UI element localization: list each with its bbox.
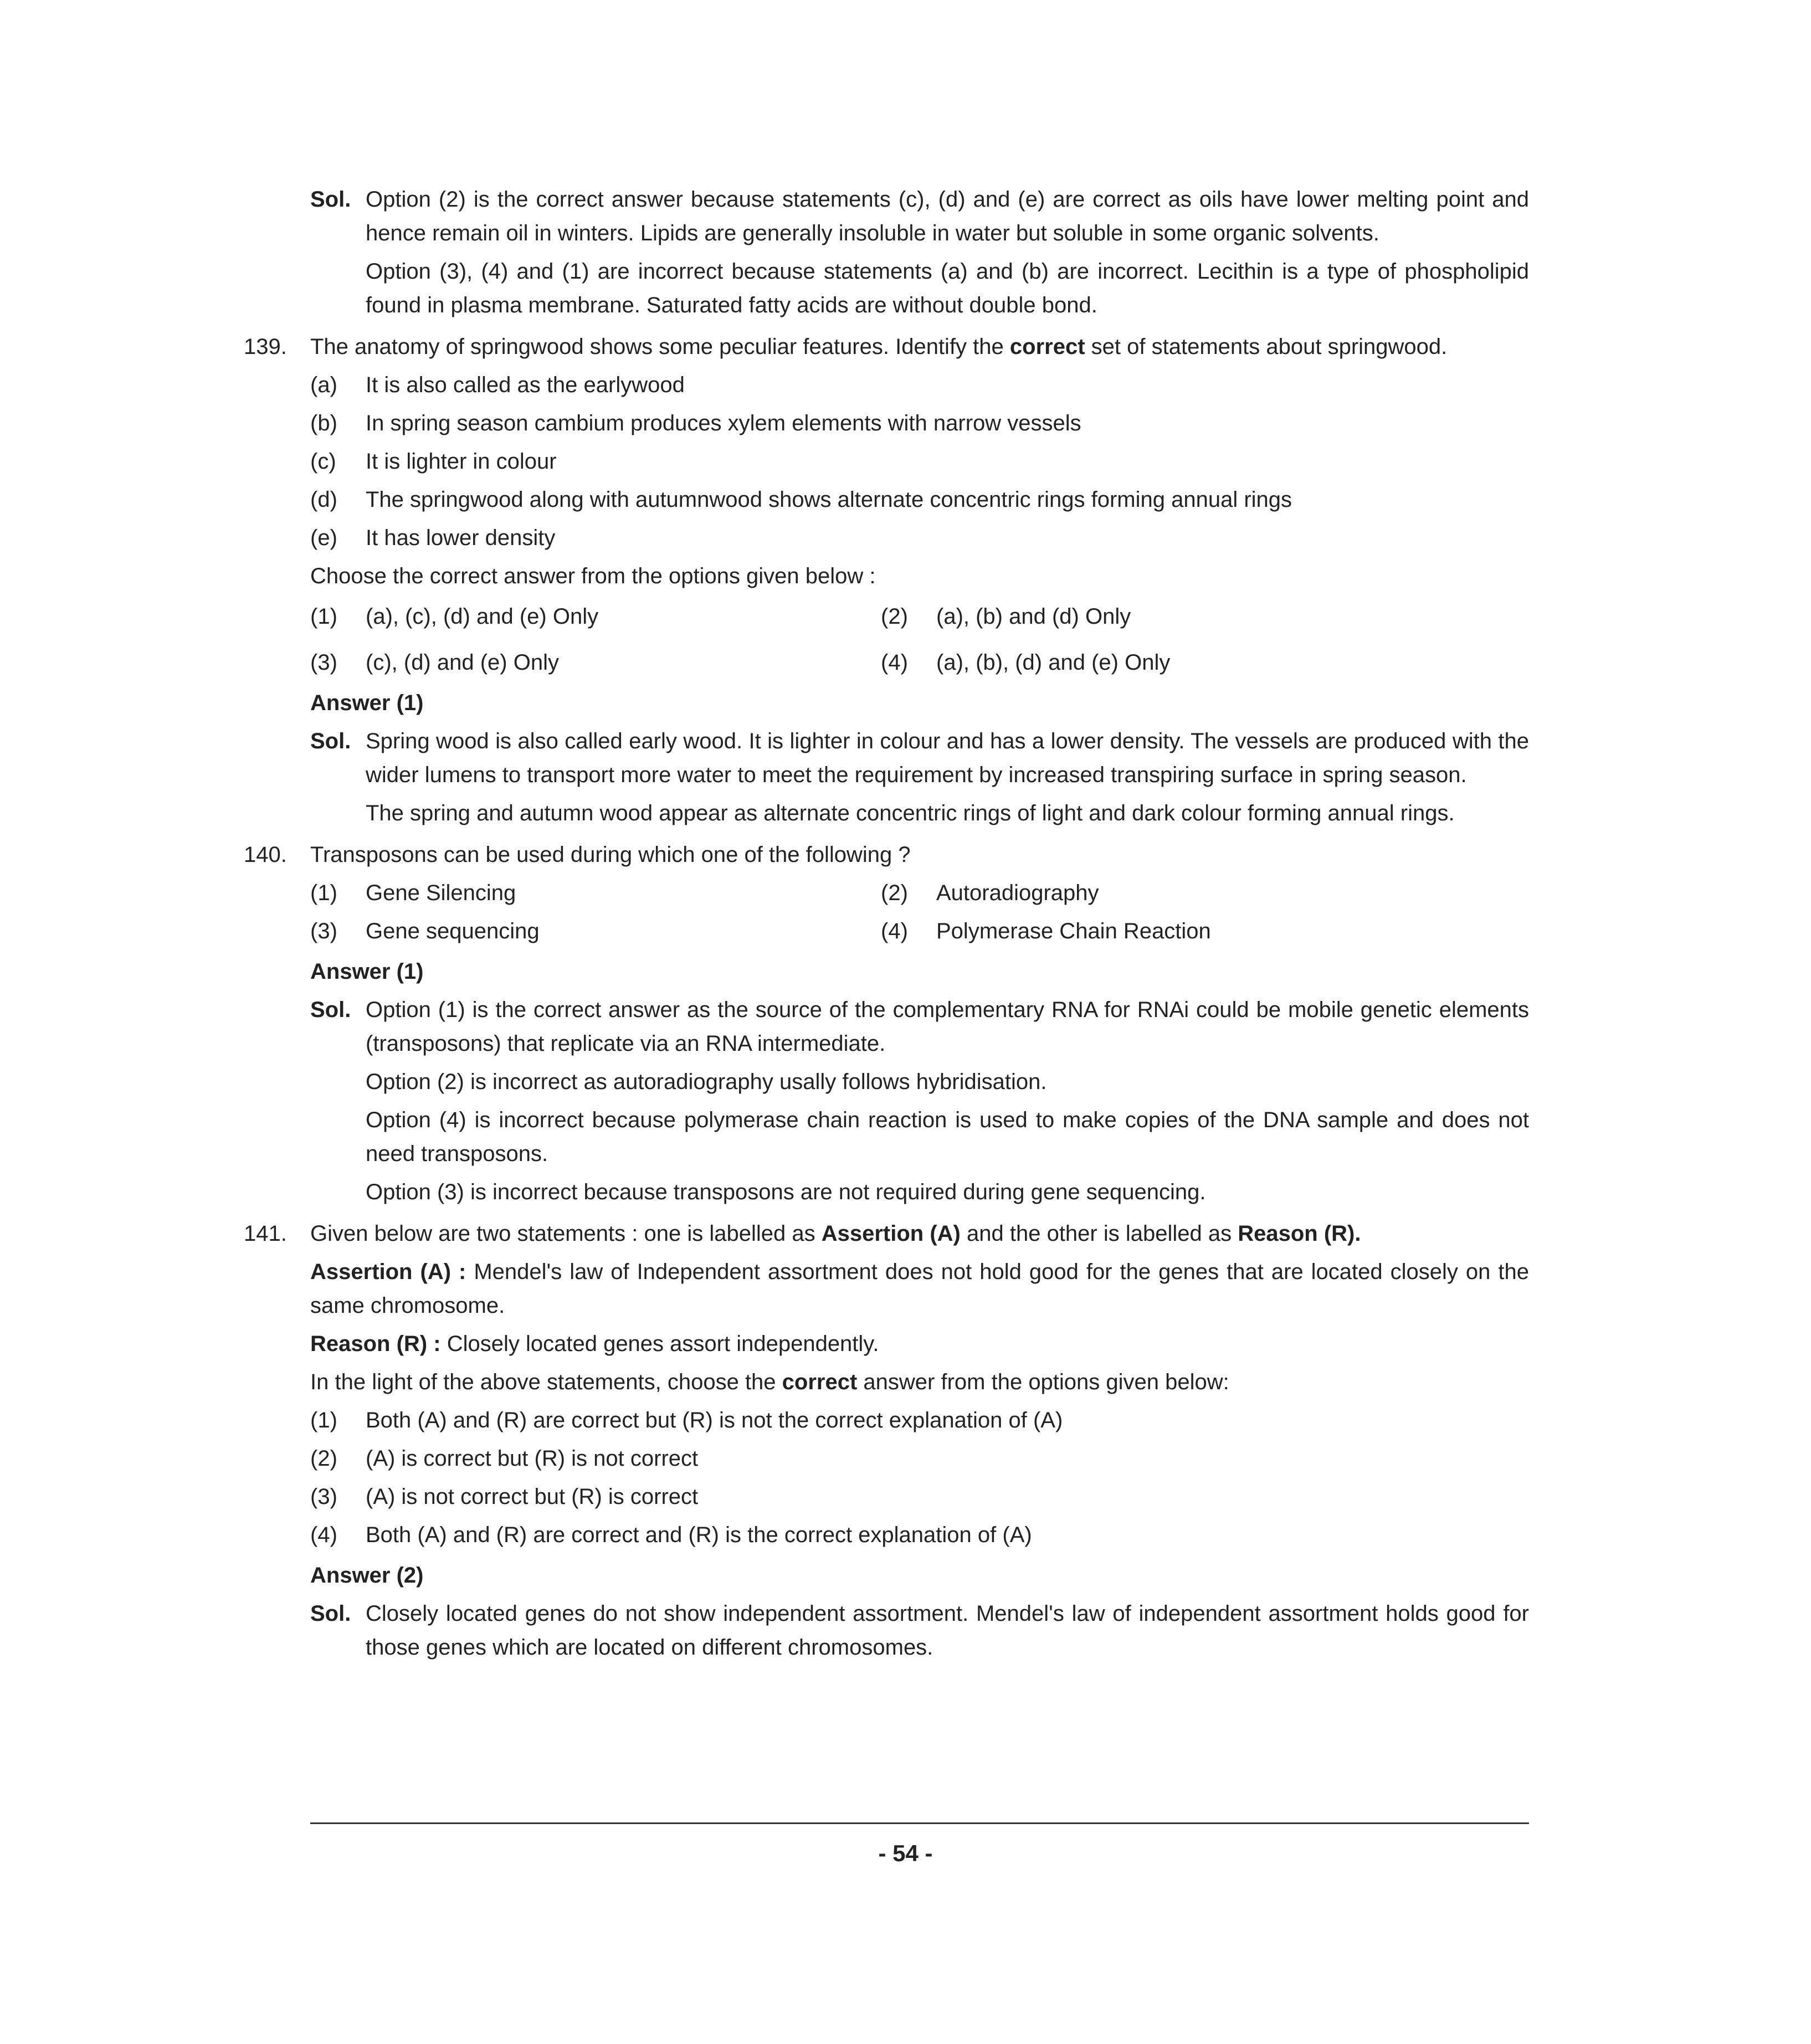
option-tag: (1): [310, 604, 337, 629]
stem-emphasis: correct: [1009, 335, 1085, 359]
option-text: (c), (d) and (e) Only: [366, 650, 559, 675]
solution-paragraph: Option (2) is incorrect as autoradiography usally follows hybridisation.: [366, 1070, 1047, 1094]
statement-item: [310, 368, 1529, 402]
option-tag: (3): [310, 1485, 337, 1509]
assertion-label: Assertion (A) :: [310, 1260, 466, 1284]
stem-text: Given below are two statements : one is labelled as: [310, 1221, 815, 1246]
reason-text: Closely located genes assort independently.: [447, 1332, 879, 1356]
option-text: Polymerase Chain Reaction: [936, 919, 1211, 943]
stem-text: The anatomy of springwood shows some peculiar features. Identify the: [310, 335, 1004, 359]
option-item: [310, 876, 881, 910]
statement-item: [310, 445, 1529, 479]
reason-label: Reason (R) :: [310, 1332, 441, 1356]
option-tag: (2): [881, 604, 908, 629]
option-text: (a), (b), (d) and (e) Only: [936, 650, 1171, 675]
choose-emphasis: correct: [782, 1370, 858, 1394]
solution-paragraph: Option (4) is incorrect because polymerase chain reaction is used to make copies of the DNA sample and does not need transposons.: [366, 1108, 1529, 1166]
option-item: [881, 876, 1451, 910]
solution-label: Sol.: [310, 998, 351, 1022]
solution-label: Sol.: [310, 729, 351, 753]
answer-label: Answer (2): [310, 1563, 424, 1588]
option-tag: (2): [881, 881, 908, 905]
solution-paragraph: The spring and autumn wood appear as alternate concentric rings of light and dark colour forming annual rings.: [366, 801, 1455, 825]
solution-label: Sol.: [310, 187, 351, 212]
option-item: [881, 915, 1451, 948]
option-item: [310, 1404, 1529, 1437]
statement-item: [310, 407, 1529, 440]
option-text: Gene sequencing: [366, 919, 540, 943]
page-number: - 54 -: [878, 1840, 933, 1866]
option-item: [310, 915, 881, 948]
option-item: [881, 600, 1451, 634]
stem-text: set of statements about springwood.: [1091, 335, 1448, 359]
statement-text: It is also called as the earlywood: [366, 373, 685, 397]
question-stem: [310, 330, 1529, 364]
statement-text: In spring season cambium produces xylem elements with narrow vessels: [366, 411, 1081, 435]
option-text: Gene Silencing: [366, 881, 516, 905]
solution-paragraph: Option (3) is incorrect because transposons are not required during gene sequencing.: [366, 1180, 1206, 1204]
statement-text: The springwood along with autumnwood shows alternate concentric rings forming annual rings: [366, 487, 1292, 512]
choose-instruction: [310, 1365, 1529, 1399]
statement-tag: (a): [310, 373, 337, 397]
answer-label: Answer (1): [310, 959, 424, 984]
solution-label: Sol.: [310, 1601, 351, 1626]
option-tag: (1): [310, 1408, 337, 1432]
option-item: [881, 646, 1451, 680]
solution-paragraph: Option (1) is the correct answer as the source of the complementary RNA for RNAi could be mobile genetic elements (transposons) that replicate via an RNA intermediate.: [366, 998, 1529, 1056]
option-text: (A) is not correct but (R) is correct: [366, 1485, 699, 1509]
option-text: Both (A) and (R) are correct but (R) is not the correct explanation of (A): [366, 1408, 1063, 1432]
solution: [310, 725, 1529, 830]
options-grid: [310, 600, 1529, 680]
option-text: (a), (b) and (d) Only: [936, 604, 1131, 629]
stem-text: and the other is labelled as: [967, 1221, 1232, 1246]
solution-paragraph: Spring wood is also called early wood. It is lighter in colour and has a lower density. The vessels are produced with the wider lumens to transport more water to meet the requirement by increased transpiring surface in spring season.: [366, 729, 1529, 787]
reason-statement: [310, 1327, 1529, 1361]
choose-text: answer from the options given below:: [863, 1370, 1229, 1394]
statement-item: [310, 483, 1529, 517]
question-number: 140.: [244, 843, 287, 867]
option-item: [310, 1480, 1529, 1514]
choose-instruction: Choose the correct answer from the options given below :: [310, 564, 876, 588]
question-stem: [310, 1217, 1529, 1251]
question-140: [227, 838, 1529, 1209]
statement-tag: (d): [310, 487, 337, 512]
option-tag: (3): [310, 919, 337, 943]
statement-text: It has lower density: [366, 526, 556, 550]
question-141: [227, 1217, 1529, 1665]
option-text: (a), (c), (d) and (e) Only: [366, 604, 599, 629]
assertion-statement: [310, 1255, 1529, 1323]
question-number: 139.: [244, 335, 287, 359]
statement-tag: (b): [310, 411, 337, 435]
option-text: Both (A) and (R) are correct and (R) is the correct explanation of (A): [366, 1523, 1032, 1547]
option-tag: (4): [881, 919, 908, 943]
option-item: [310, 600, 881, 634]
option-item: [310, 646, 881, 680]
option-tag: (3): [310, 650, 337, 675]
choose-text: In the light of the above statements, choose the: [310, 1370, 776, 1394]
solution: [310, 993, 1529, 1209]
solution-paragraph: Closely located genes do not show independent assortment. Mendel's law of independent assortment holds good for those genes which are located on different chromosomes.: [366, 1601, 1529, 1660]
solution: [310, 1597, 1529, 1665]
statement-text: It is lighter in colour: [366, 449, 557, 474]
question-number: 141.: [244, 1221, 287, 1246]
solution-paragraph: Option (2) is the correct answer because statements (c), (d) and (e) are correct as oils have lower melting point and hence remain oil in winters. Lipids are generally insoluble in water but soluble in some organic solvents.: [366, 187, 1529, 245]
answer-label: Answer (1): [310, 691, 424, 715]
option-tag: (1): [310, 881, 337, 905]
assertion-text: Mendel's law of Independent assortment does not hold good for the genes that are located closely on the same chromosome.: [310, 1260, 1529, 1318]
solution-top: [310, 183, 1529, 322]
option-tag: (4): [881, 650, 908, 675]
option-text: Autoradiography: [936, 881, 1099, 905]
option-tag: (2): [310, 1446, 337, 1471]
footer-divider: [310, 1822, 1529, 1824]
option-item: [310, 1518, 1529, 1552]
option-text: (A) is correct but (R) is not correct: [366, 1446, 699, 1471]
statement-item: [310, 521, 1529, 555]
page-content: [244, 183, 1529, 1669]
statement-tag: (c): [310, 449, 336, 474]
question-139: [227, 330, 1529, 830]
option-item: [310, 1442, 1529, 1476]
stem-emphasis: Assertion (A): [821, 1221, 961, 1246]
option-tag: (4): [310, 1523, 337, 1547]
question-stem: Transposons can be used during which one of the following ?: [310, 843, 911, 867]
options-grid: [310, 876, 1529, 948]
statement-tag: (e): [310, 526, 337, 550]
solution-paragraph: Option (3), (4) and (1) are incorrect because statements (a) and (b) are incorrect. Lecithin is a type of phospholipid found in plasma membrane. Saturated fatty acids are without double bond.: [366, 259, 1529, 317]
stem-emphasis: Reason (R).: [1238, 1221, 1361, 1246]
